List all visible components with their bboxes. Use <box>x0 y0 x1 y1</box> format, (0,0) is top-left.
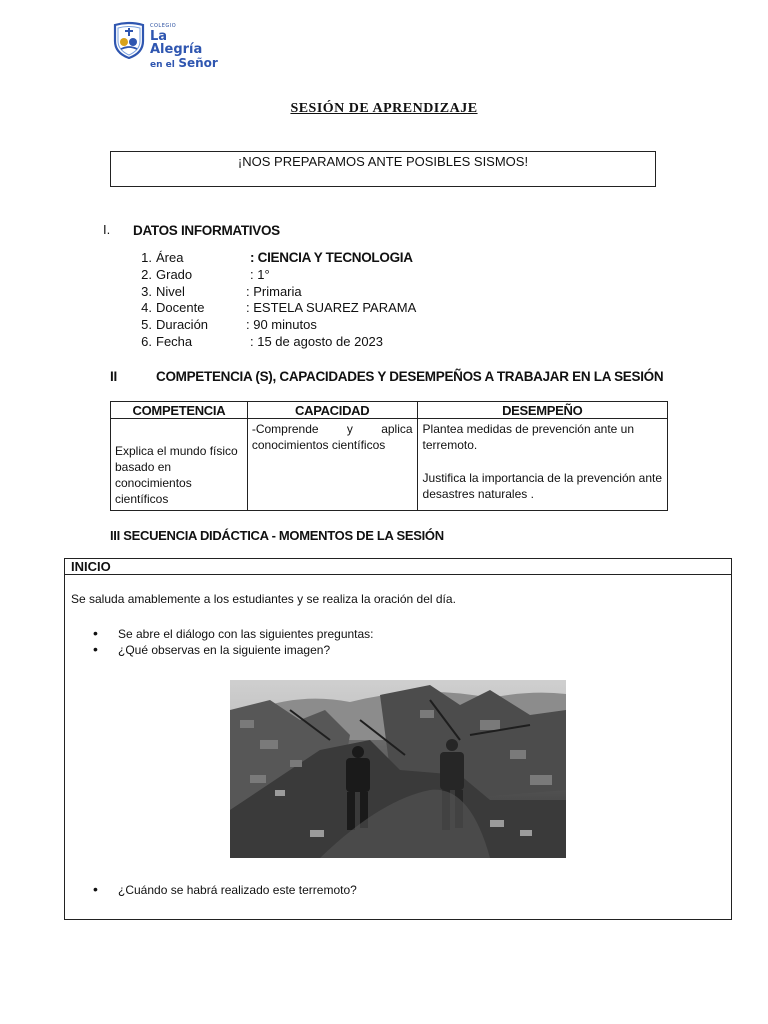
section1-heading: DATOS INFORMATIVOS <box>133 223 280 238</box>
bullet-text: ¿Cuándo se habrá realizado este terremoto? <box>118 883 357 897</box>
info-label: Docente <box>156 300 205 316</box>
info-value: : 15 de agosto de 2023 <box>250 333 384 349</box>
competency-table <box>110 401 668 511</box>
bullet-icon: • <box>93 641 98 657</box>
list-item <box>93 881 357 897</box>
bullet-text: ¿Qué observas en la siguiente imagen? <box>118 643 331 657</box>
table-header-desempeno: DESEMPEÑO <box>417 402 667 419</box>
logo-line2-main: Señor <box>178 56 218 70</box>
school-crest-icon <box>112 21 146 59</box>
info-num: 5. <box>141 317 152 333</box>
logo-line2-prefix: en el <box>150 60 175 70</box>
section3-heading: III SECUENCIA DIDÁCTICA - MOMENTOS DE LA SESIÓN <box>110 528 444 543</box>
list-item <box>93 625 374 641</box>
info-label: Grado <box>156 266 193 282</box>
desempeno-2: Justifica la importancia de la prevención ante desastres naturales . <box>422 471 663 501</box>
desempeno-1: Plantea medidas de prevención ante un terremoto. <box>422 422 635 452</box>
logo-line1: La Alegría <box>150 29 203 57</box>
info-value: : 1° <box>250 266 270 282</box>
session-title-box <box>110 151 656 187</box>
table-header-row <box>111 402 668 419</box>
cell-competencia: Explica el mundo físico basado en conocimientos científicos <box>111 419 248 511</box>
info-label: Nivel <box>156 283 185 299</box>
info-value: : ESTELA SUAREZ PARAMA <box>246 300 417 316</box>
inicio-intro: Se saluda amablemente a los estudiantes y se realiza la oración del día. <box>71 592 456 606</box>
bullet-icon: • <box>93 625 98 641</box>
info-num: 1. <box>141 250 152 265</box>
section1-numeral: I. <box>103 222 111 237</box>
info-num: 4. <box>141 300 152 316</box>
table-row <box>111 419 668 511</box>
logo-line2 <box>150 57 222 70</box>
capacidad-line2: conocimientos científicos <box>251 438 386 452</box>
info-value: : 90 minutos <box>246 317 317 333</box>
capacidad-line1: -Comprende y aplica <box>251 422 413 436</box>
table-header-competencia: COMPETENCIA <box>111 402 248 419</box>
info-label: Área <box>156 250 184 265</box>
bullet-icon: • <box>93 881 98 897</box>
session-title: ¡NOS PREPARAMOS ANTE POSIBLES SISMOS! <box>237 154 529 169</box>
cell-capacidad <box>247 419 417 511</box>
logo-small-text: COLEGIO <box>150 23 177 29</box>
info-label: Duración <box>156 317 209 333</box>
cell-desempeno <box>417 419 667 511</box>
document-title: SESIÓN DE APRENDIZAJE <box>290 101 478 116</box>
info-value: : Primaria <box>246 283 302 299</box>
section2-heading: COMPETENCIA (S), CAPACIDADES Y DESEMPEÑOS A TRABAJAR EN LA SESIÓN <box>156 369 664 384</box>
earthquake-rubble-image <box>230 680 566 858</box>
school-logo <box>112 21 222 70</box>
table-header-capacidad: CAPACIDAD <box>247 402 417 419</box>
list-item <box>93 641 331 657</box>
info-num: 3. <box>141 283 152 299</box>
info-num: 2. <box>141 266 152 282</box>
bullet-text: Se abre el diálogo con las siguientes preguntas: <box>118 627 374 641</box>
inicio-label: INICIO <box>65 559 731 575</box>
info-value: : CIENCIA Y TECNOLOGIA <box>250 250 413 265</box>
section2-numeral: II <box>110 369 117 384</box>
info-num: 6. <box>141 333 152 349</box>
info-label: Fecha <box>156 333 193 349</box>
